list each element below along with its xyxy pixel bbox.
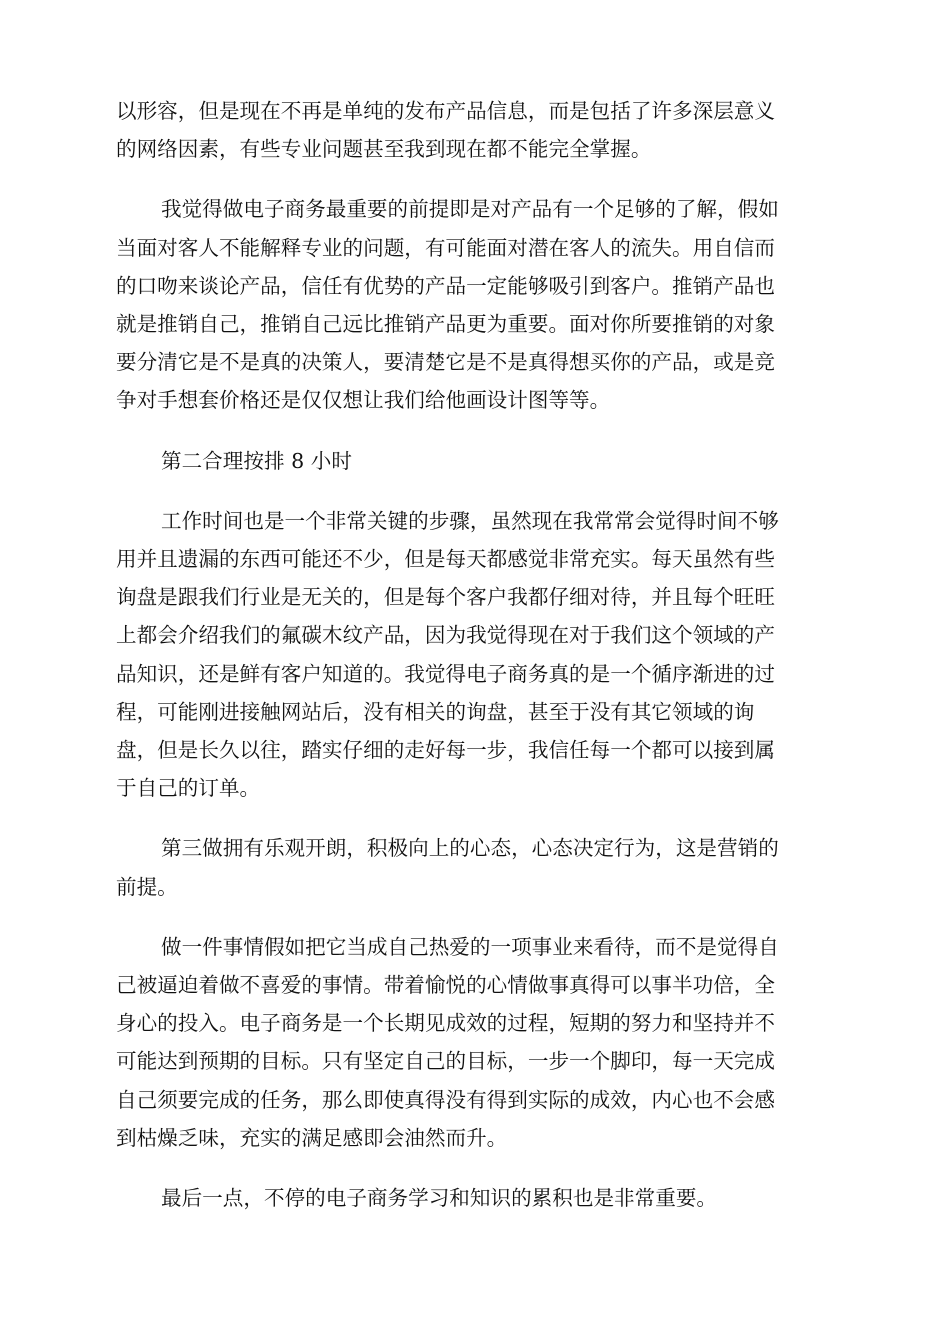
text-line: 当面对客人不能解释专业的问题，有可能面对潜在客人的流失。用自信而 [116, 235, 775, 260]
paragraph-product-knowledge [116, 190, 836, 419]
section-heading-second [116, 442, 836, 480]
paragraph-intro-continued [116, 92, 836, 168]
heading-line: 第三做拥有乐观开朗，积极向上的心态，心态决定行为，这是营销的 [161, 836, 779, 861]
text-line: 到枯燥乏味，充实的满足感即会油然而升。 [116, 1125, 508, 1150]
document-page [116, 92, 836, 1239]
text-line: 询盘是跟我们行业是无关的，但是每个客户我都仔细对待，并且每个旺旺 [116, 585, 775, 610]
text-line: 工作时间也是一个非常关键的步骤，虽然现在我常常会觉得时间不够 [161, 508, 779, 533]
text-line: 的网络因素，有些专业问题甚至我到现在都不能完全掌握。 [116, 137, 652, 162]
text-line: 身心的投入。电子商务是一个长期见成效的过程，短期的努力和坚持并不 [116, 1011, 775, 1036]
paragraph-attitude [116, 928, 836, 1157]
text-line: 品知识，还是鲜有客户知道的。我觉得电子商务真的是一个循序渐进的过 [116, 661, 775, 686]
heading-line: 第二合理按排 8 小时 [161, 448, 352, 473]
heading-line: 前提。 [116, 874, 178, 899]
text-line: 自己须要完成的任务，那么即使真得没有得到实际的成效，内心也不会感 [116, 1087, 775, 1112]
text-line: 的口吻来谈论产品，信任有优势的产品一定能够吸引到客户。推销产品也 [116, 273, 775, 298]
section-heading-third [116, 829, 836, 905]
text-line: 做一件事情假如把它当成自己热爱的一项事业来看待，而不是觉得自 [161, 934, 779, 959]
text-line: 以形容，但是现在不再是单纯的发布产品信息，而是包括了许多深层意义 [116, 99, 775, 123]
text-line: 己被逼迫着做不喜爱的事情。带着愉悦的心情做事真得可以事半功倍，全 [116, 973, 775, 998]
text-line: 最后一点，不停的电子商务学习和知识的累积也是非常重要。 [161, 1186, 718, 1211]
paragraph-work-time [116, 502, 836, 808]
text-line: 要分清它是不是真的决策人，要清楚它是不是真得想买你的产品，或是竞 [116, 350, 775, 375]
text-line: 可能达到预期的目标。只有坚定自己的目标，一步一个脚印，每一天完成 [116, 1049, 775, 1074]
text-line: 盘，但是长久以往，踏实仔细的走好每一步，我信任每一个都可以接到属 [116, 738, 775, 763]
text-line: 就是推销自己，推销自己远比推销产品更为重要。面对你所要推销的对象 [116, 312, 775, 337]
text-line: 上都会介绍我们的氟碳木纹产品，因为我觉得现在对于我们这个领域的产 [116, 623, 775, 648]
text-line: 我觉得做电子商务最重要的前提即是对产品有一个足够的了解，假如 [161, 197, 779, 222]
text-line: 程，可能刚进接触网站后，没有相关的询盘，甚至于没有其它领域的询 [116, 699, 755, 724]
text-line: 争对手想套价格还是仅仅想让我们给他画设计图等等。 [116, 388, 611, 413]
paragraph-closing [116, 1179, 836, 1217]
text-line: 于自己的订单。 [116, 776, 261, 801]
text-line: 用并且遗漏的东西可能还不少，但是每天都感觉非常充实。每天虽然有些 [116, 547, 775, 572]
